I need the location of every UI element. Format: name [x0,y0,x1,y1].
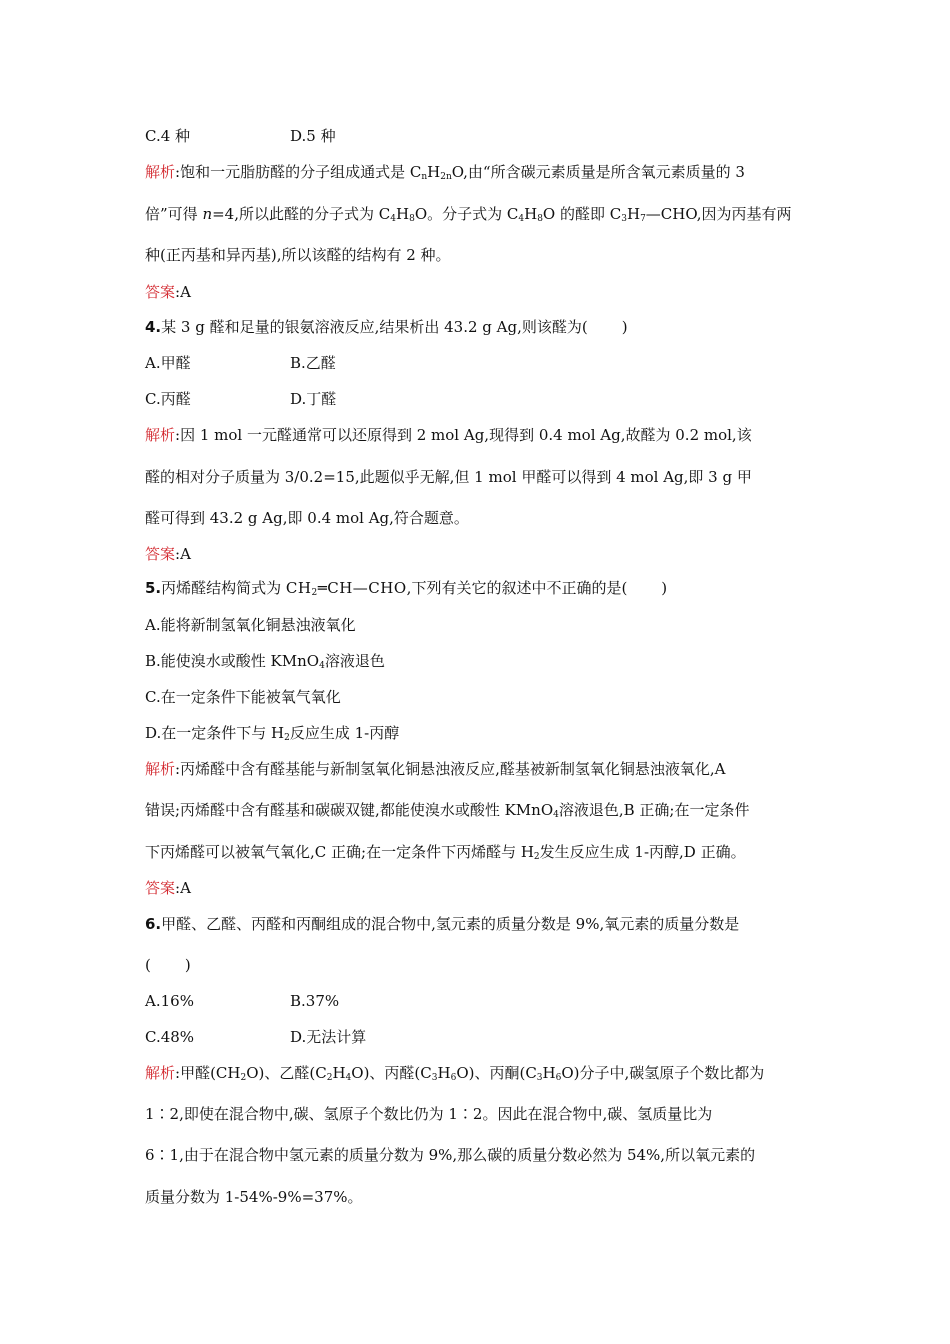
structural-formula: $CH_2═CH—CHO$ [285,579,407,598]
question-number: 5. [145,579,162,597]
q5-stem: 5.丙烯醛结构简式为 $CH_2═CH—CHO$,下列有关它的叙述中不正确的是( ) [145,579,668,598]
q4-option-c: C.丙醛 [145,390,191,408]
answer-label: 答案 [145,283,176,301]
q5-option-c: C.在一定条件下能被氧气氧化 [145,688,341,706]
q4-option-a: A.甲醛 [145,354,191,372]
q4-analysis-line-3: 醛可得到 43.2 g Ag,即 0.4 mol Ag,符合题意。 [145,509,469,527]
q4-options-row-1 [145,353,336,373]
answer-label: 答案 [145,879,176,897]
q4-answer: 答案:A [145,545,191,563]
q5-analysis-line-2: 错误;丙烯醛中含有醛基和碳碳双键,都能使溴水或酸性 KMnO$_4$溶液退色,B 正确;在一定条件 [145,801,750,820]
q5-analysis-line-3: 下丙烯醛可以被氧气氧化,C 正确;在一定条件下丙烯醛与 $H_2$发生反应生成 1-丙醇,D 正确。 [145,843,746,862]
q5-option-d: D.在一定条件下与 $H_2$反应生成 1-丙醇 [145,724,400,743]
q5-answer: 答案:A [145,879,191,897]
q3-option-d: D.5 种 [290,127,336,145]
analysis-label: 解析 [145,426,176,444]
q4-stem: 4.某 3 g 醛和足量的银氨溶液反应,结果析出 43.2 g Ag,则该醛为( ) [145,318,628,336]
analysis-label: 解析 [145,163,176,181]
q4-options-row-2 [145,389,337,409]
q5-option-b: B.能使溴水或酸性 KMnO$_4$溶液退色 [145,652,385,671]
q3-answer: 答案:A [145,283,191,301]
q6-option-d: D.无法计算 [290,1028,367,1046]
q6-option-a: A.16% [145,992,194,1010]
q6-analysis-line-1: 解析:甲醛$(CH_2O)$、乙醛$(C_2H_4O)$、丙醛$(C_3H_6O)$、丙酮$(C_3H_6O)$分子中,碳氢原子个数比都为 [145,1064,765,1083]
q6-options-row-2 [145,1027,367,1047]
answer-label: 答案 [145,545,176,563]
q6-analysis-line-3: 6∶1,由于在混合物中氢元素的质量分数为 9%,那么碳的质量分数必然为 54%,所以氧元素的 [145,1146,756,1164]
question-number: 4. [145,318,162,336]
q3-analysis-line-1: 解析:饱和一元脂肪醛的分子组成通式是 $C_nH_{2n}O$,由“所含碳元素质量是所含氧元素质量的 3 [145,163,745,182]
q6-option-b: B.37% [290,992,340,1010]
q3-option-c: C.4 种 [145,127,191,145]
q3-options-row [145,126,336,146]
q4-analysis-line-1: 解析:因 1 mol 一元醛通常可以还原得到 2 mol Ag,现得到 0.4 mol Ag,故醛为 0.2 mol,该 [145,426,752,444]
analysis-label: 解析 [145,1064,176,1082]
q5-option-a: A.能将新制氢氧化铜悬浊液氧化 [145,616,356,634]
q4-option-b: B.乙醛 [290,354,336,372]
question-number: 6. [145,915,162,933]
q6-option-c: C.48% [145,1028,195,1046]
q3-analysis-line-3: 种(正丙基和异丙基),所以该醛的结构有 2 种。 [145,246,451,264]
q6-analysis-line-2: 1∶2,即使在混合物中,碳、氢原子个数比仍为 1∶2。因此在混合物中,碳、氢质量比为 [145,1105,713,1123]
analysis-label: 解析 [145,760,176,778]
q6-stem: 6.甲醛、乙醛、丙醛和丙酮组成的混合物中,氢元素的质量分数是 9%,氧元素的质量分数是 [145,915,740,933]
q6-analysis-line-4: 质量分数为 1-54%-9%=37%。 [145,1188,363,1206]
q4-option-d: D.丁醛 [290,390,337,408]
q3-analysis-line-2: 倍”可得 n=4,所以此醛的分子式为 $C_4H_8O$。分子式为 $C_4H_8O$ 的醛即 $C_3H_7—CHO$,因为丙基有两 [145,205,792,224]
q6-stem-bracket: ( ) [145,956,191,974]
q4-analysis-line-2: 醛的相对分子质量为 3/0.2=15,此题似乎无解,但 1 mol 甲醛可以得到 4 mol Ag,即 3 g 甲 [145,468,752,486]
q6-options-row-1 [145,991,340,1011]
q5-analysis-line-1: 解析:丙烯醛中含有醛基能与新制氢氧化铜悬浊液反应,醛基被新制氢氧化铜悬浊液氧化,A [145,760,726,778]
